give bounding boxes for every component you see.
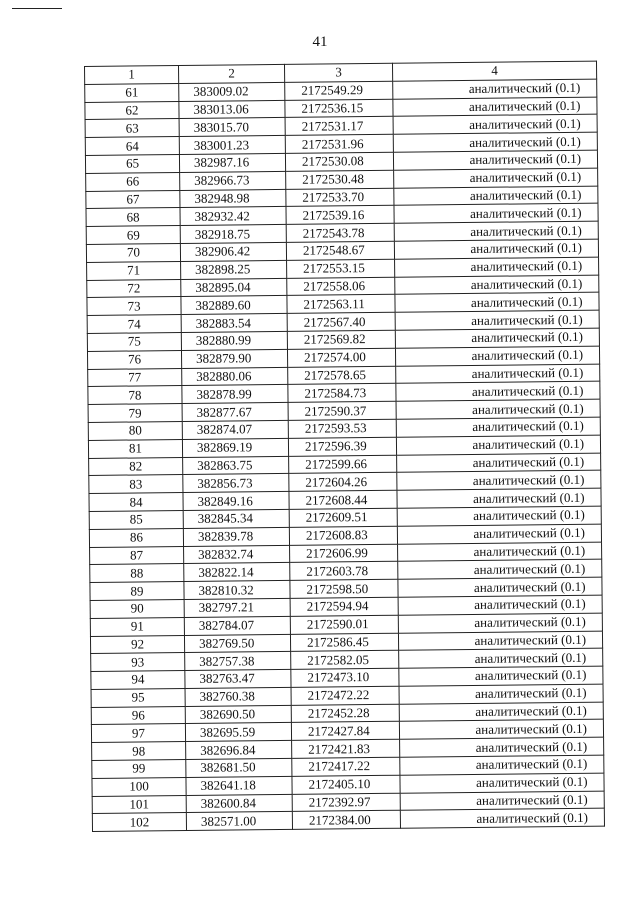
- x-coordinate-cell: 382681.50: [186, 758, 292, 777]
- point-number-cell: 63: [85, 119, 179, 138]
- x-coordinate-cell: 382856.73: [183, 474, 289, 493]
- y-coordinate-cell: 2172593.53: [288, 419, 396, 438]
- point-number-cell: 88: [90, 564, 184, 583]
- method-cell: аналитический (0.1): [394, 239, 598, 259]
- x-coordinate-cell: 382863.75: [183, 456, 289, 475]
- y-coordinate-cell: 2172608.44: [289, 490, 397, 509]
- point-number-cell: 71: [87, 261, 181, 280]
- y-coordinate-cell: 2172392.97: [292, 793, 400, 812]
- coordinates-table-wrapper: [84, 61, 604, 833]
- header-cell-4: 4: [392, 61, 596, 81]
- x-coordinate-cell: 382690.50: [185, 705, 291, 724]
- method-cell: аналитический (0.1): [398, 613, 602, 633]
- point-number-cell: 61: [85, 83, 179, 102]
- y-coordinate-cell: 2172586.45: [290, 633, 398, 652]
- point-number-cell: 73: [87, 297, 181, 316]
- method-cell: аналитический (0.1): [398, 631, 602, 651]
- method-cell: аналитический (0.1): [393, 97, 597, 117]
- x-coordinate-cell: 382869.19: [182, 438, 288, 457]
- y-coordinate-cell: 2172543.78: [286, 223, 394, 242]
- point-number-cell: 85: [89, 510, 183, 529]
- point-number-cell: 101: [92, 795, 186, 814]
- method-cell: аналитический (0.1): [396, 399, 600, 419]
- method-cell: аналитический (0.1): [398, 595, 602, 615]
- y-coordinate-cell: 2172608.83: [289, 526, 397, 545]
- method-cell: аналитический (0.1): [396, 381, 600, 401]
- x-coordinate-cell: 382880.06: [182, 367, 288, 386]
- point-number-cell: 96: [91, 706, 185, 725]
- x-coordinate-cell: 382784.07: [184, 616, 290, 635]
- y-coordinate-cell: 2172539.16: [286, 206, 394, 225]
- point-number-cell: 64: [85, 137, 179, 156]
- x-coordinate-cell: 382918.75: [180, 225, 286, 244]
- x-coordinate-cell: 382845.34: [183, 509, 289, 528]
- y-coordinate-cell: 2172417.22: [292, 757, 400, 776]
- method-cell: аналитический (0.1): [398, 559, 602, 579]
- method-cell: аналитический (0.1): [395, 257, 599, 277]
- method-cell: аналитический (0.1): [395, 346, 599, 366]
- point-number-cell: 82: [89, 457, 183, 476]
- y-coordinate-cell: 2172452.28: [291, 704, 399, 723]
- y-coordinate-cell: 2172531.17: [285, 117, 393, 136]
- x-coordinate-cell: 382898.25: [181, 260, 287, 279]
- table-body: [85, 79, 605, 832]
- point-number-cell: 95: [91, 688, 185, 707]
- x-coordinate-cell: 383001.23: [179, 136, 285, 155]
- x-coordinate-cell: 382822.14: [184, 563, 290, 582]
- point-number-cell: 80: [88, 421, 182, 440]
- y-coordinate-cell: 2172609.51: [289, 508, 397, 527]
- method-cell: аналитический (0.1): [395, 292, 599, 312]
- x-coordinate-cell: 382832.74: [184, 545, 290, 564]
- x-coordinate-cell: 382849.16: [183, 492, 289, 511]
- method-cell: аналитический (0.1): [400, 755, 604, 775]
- point-number-cell: 66: [86, 172, 180, 191]
- y-coordinate-cell: 2172604.26: [289, 473, 397, 492]
- y-coordinate-cell: 2172598.50: [290, 579, 398, 598]
- point-number-cell: 91: [90, 617, 184, 636]
- top-rule: [12, 8, 62, 9]
- method-cell: аналитический (0.1): [396, 417, 600, 437]
- x-coordinate-cell: 382600.84: [186, 794, 292, 813]
- method-cell: аналитический (0.1): [400, 773, 604, 793]
- y-coordinate-cell: 2172569.82: [287, 330, 395, 349]
- method-cell: аналитический (0.1): [394, 221, 598, 241]
- method-cell: аналитический (0.1): [396, 364, 600, 384]
- method-cell: аналитический (0.1): [395, 275, 599, 295]
- point-number-cell: 92: [90, 635, 184, 654]
- x-coordinate-cell: 382696.84: [186, 741, 292, 760]
- x-coordinate-cell: 382763.47: [185, 669, 291, 688]
- y-coordinate-cell: 2172574.00: [287, 348, 395, 367]
- point-number-cell: 74: [87, 315, 181, 334]
- point-number-cell: 75: [87, 332, 181, 351]
- y-coordinate-cell: 2172405.10: [292, 775, 400, 794]
- x-coordinate-cell: 382906.42: [180, 242, 286, 261]
- method-cell: аналитический (0.1): [400, 737, 604, 757]
- method-cell: аналитический (0.1): [397, 453, 601, 473]
- method-cell: аналитический (0.1): [394, 186, 598, 206]
- y-coordinate-cell: 2172472.22: [291, 686, 399, 705]
- y-coordinate-cell: 2172531.96: [285, 134, 393, 153]
- x-coordinate-cell: 382874.07: [182, 420, 288, 439]
- x-coordinate-cell: 383009.02: [179, 82, 285, 101]
- x-coordinate-cell: 382948.98: [180, 189, 286, 208]
- method-cell: аналитический (0.1): [398, 542, 602, 562]
- method-cell: аналитический (0.1): [400, 791, 604, 811]
- y-coordinate-cell: 2172558.06: [287, 277, 395, 296]
- x-coordinate-cell: 382878.99: [182, 385, 288, 404]
- y-coordinate-cell: 2172584.73: [288, 384, 396, 403]
- y-coordinate-cell: 2172563.11: [287, 295, 395, 314]
- method-cell: аналитический (0.1): [397, 506, 601, 526]
- x-coordinate-cell: 382889.60: [181, 296, 287, 315]
- y-coordinate-cell: 2172606.99: [290, 544, 398, 563]
- point-number-cell: 77: [88, 368, 182, 387]
- y-coordinate-cell: 2172578.65: [288, 366, 396, 385]
- header-cell-2: 2: [179, 64, 285, 83]
- x-coordinate-cell: 382877.67: [182, 403, 288, 422]
- x-coordinate-cell: 382880.99: [181, 331, 287, 350]
- y-coordinate-cell: 2172590.01: [290, 615, 398, 634]
- point-number-cell: 93: [91, 653, 185, 672]
- point-number-cell: 99: [92, 760, 186, 779]
- y-coordinate-cell: 2172427.84: [291, 722, 399, 741]
- x-coordinate-cell: 382987.16: [179, 153, 285, 172]
- page-number: 41: [312, 34, 328, 50]
- point-number-cell: 87: [90, 546, 184, 565]
- method-cell: аналитический (0.1): [395, 310, 599, 330]
- point-number-cell: 76: [87, 350, 181, 369]
- method-cell: аналитический (0.1): [393, 150, 597, 170]
- y-coordinate-cell: 2172530.48: [286, 170, 394, 189]
- x-coordinate-cell: 382695.59: [185, 723, 291, 742]
- point-number-cell: 72: [87, 279, 181, 298]
- x-coordinate-cell: 382641.18: [186, 776, 292, 795]
- x-coordinate-cell: 382883.54: [181, 314, 287, 333]
- point-number-cell: 86: [89, 528, 183, 547]
- y-coordinate-cell: 2172384.00: [292, 811, 400, 830]
- x-coordinate-cell: 383013.06: [179, 100, 285, 119]
- point-number-cell: 62: [85, 101, 179, 120]
- y-coordinate-cell: 2172594.94: [290, 597, 398, 616]
- y-coordinate-cell: 2172582.05: [291, 651, 399, 670]
- y-coordinate-cell: 2172530.08: [285, 152, 393, 171]
- x-coordinate-cell: 382797.21: [184, 598, 290, 617]
- x-coordinate-cell: 382757.38: [185, 652, 291, 671]
- point-number-cell: 94: [91, 671, 185, 690]
- x-coordinate-cell: 382932.42: [180, 207, 286, 226]
- point-number-cell: 78: [88, 386, 182, 405]
- x-coordinate-cell: 382879.90: [181, 349, 287, 368]
- y-coordinate-cell: 2172567.40: [287, 312, 395, 331]
- method-cell: аналитический (0.1): [397, 488, 601, 508]
- method-cell: аналитический (0.1): [396, 435, 600, 455]
- point-number-cell: 81: [88, 439, 182, 458]
- header-cell-1: 1: [85, 66, 179, 85]
- x-coordinate-cell: 382769.50: [184, 634, 290, 653]
- point-number-cell: 70: [86, 243, 180, 262]
- point-number-cell: 90: [90, 599, 184, 618]
- point-number-cell: 79: [88, 404, 182, 423]
- point-number-cell: 100: [92, 777, 186, 796]
- method-cell: аналитический (0.1): [395, 328, 599, 348]
- method-cell: аналитический (0.1): [397, 524, 601, 544]
- method-cell: аналитический (0.1): [399, 684, 603, 704]
- y-coordinate-cell: 2172590.37: [288, 401, 396, 420]
- method-cell: аналитический (0.1): [393, 132, 597, 152]
- x-coordinate-cell: 382810.32: [184, 580, 290, 599]
- point-number-cell: 89: [90, 582, 184, 601]
- point-number-cell: 98: [92, 742, 186, 761]
- x-coordinate-cell: 382571.00: [186, 812, 292, 831]
- method-cell: аналитический (0.1): [400, 809, 604, 829]
- x-coordinate-cell: 383015.70: [179, 118, 285, 137]
- method-cell: аналитический (0.1): [399, 666, 603, 686]
- method-cell: аналитический (0.1): [394, 204, 598, 224]
- x-coordinate-cell: 382839.78: [183, 527, 289, 546]
- x-coordinate-cell: 382895.04: [181, 278, 287, 297]
- x-coordinate-cell: 382760.38: [185, 687, 291, 706]
- method-cell: аналитический (0.1): [399, 702, 603, 722]
- x-coordinate-cell: 382966.73: [180, 171, 286, 190]
- point-number-cell: 65: [85, 154, 179, 173]
- method-cell: аналитический (0.1): [399, 720, 603, 740]
- y-coordinate-cell: 2172548.67: [286, 241, 394, 260]
- y-coordinate-cell: 2172599.66: [289, 455, 397, 474]
- method-cell: аналитический (0.1): [394, 168, 598, 188]
- method-cell: аналитический (0.1): [397, 470, 601, 490]
- y-coordinate-cell: 2172536.15: [285, 99, 393, 118]
- point-number-cell: 69: [86, 226, 180, 245]
- y-coordinate-cell: 2172596.39: [288, 437, 396, 456]
- method-cell: аналитический (0.1): [393, 115, 597, 135]
- y-coordinate-cell: 2172421.83: [292, 740, 400, 759]
- method-cell: аналитический (0.1): [398, 577, 602, 597]
- y-coordinate-cell: 2172603.78: [290, 562, 398, 581]
- point-number-cell: 102: [92, 813, 186, 832]
- coordinates-table: [84, 61, 605, 833]
- y-coordinate-cell: 2172549.29: [285, 81, 393, 100]
- y-coordinate-cell: 2172553.15: [287, 259, 395, 278]
- point-number-cell: 83: [89, 475, 183, 494]
- point-number-cell: 97: [91, 724, 185, 743]
- point-number-cell: 67: [86, 190, 180, 209]
- method-cell: аналитический (0.1): [393, 79, 597, 99]
- point-number-cell: 84: [89, 493, 183, 512]
- point-number-cell: 68: [86, 208, 180, 227]
- method-cell: аналитический (0.1): [399, 648, 603, 668]
- y-coordinate-cell: 2172533.70: [286, 188, 394, 207]
- header-cell-3: 3: [284, 63, 392, 82]
- y-coordinate-cell: 2172473.10: [291, 668, 399, 687]
